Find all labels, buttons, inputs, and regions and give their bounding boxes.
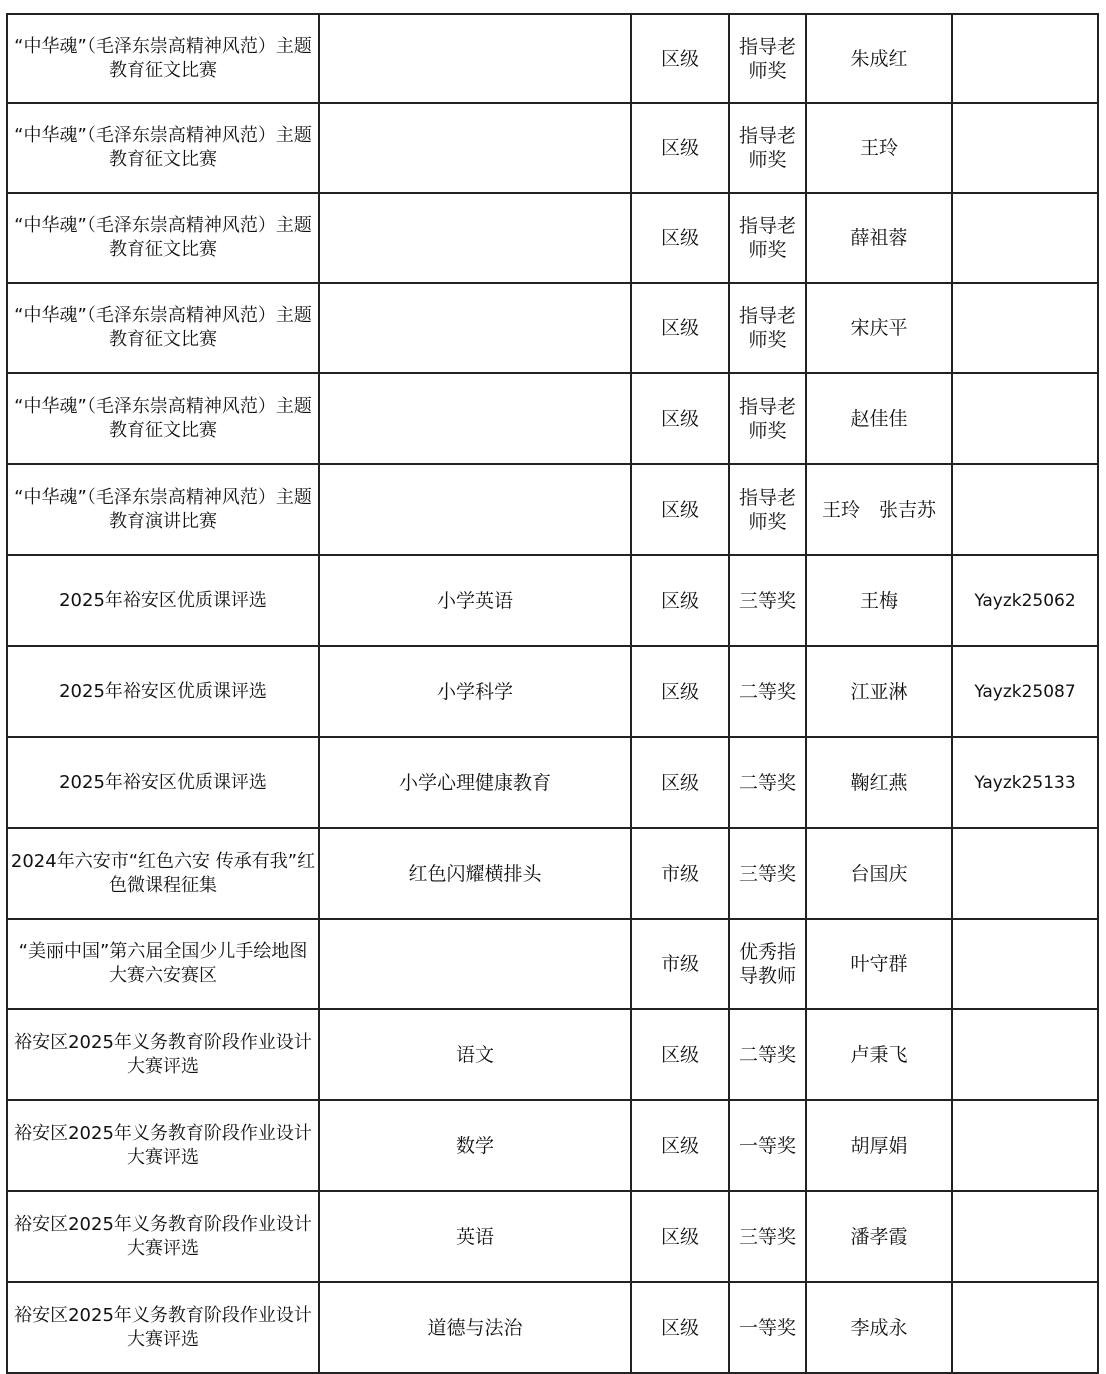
project-cell (319, 103, 631, 193)
award-cell: 二等奖 (729, 1009, 806, 1100)
teacher-name-cell: 卢秉飞 (806, 1009, 952, 1100)
level-cell: 区级 (631, 464, 729, 555)
level-cell: 区级 (631, 555, 729, 646)
teacher-name-cell: 台国庆 (806, 828, 952, 919)
level-cell: 区级 (631, 373, 729, 464)
table-row (7, 283, 1098, 373)
competition-name-cell: 裕安区2025年义务教育阶段作业设计大赛评选 (7, 1282, 319, 1373)
project-cell (319, 373, 631, 464)
level-cell: 区级 (631, 103, 729, 193)
table-row (7, 828, 1098, 919)
project-cell: 数学 (319, 1100, 631, 1191)
table-row (7, 919, 1098, 1009)
table-row (7, 1009, 1098, 1100)
award-cell: 指导老师奖 (729, 103, 806, 193)
level-cell: 市级 (631, 828, 729, 919)
table-row (7, 1100, 1098, 1191)
project-cell: 红色闪耀横排头 (319, 828, 631, 919)
table-row (7, 1191, 1098, 1282)
certificate-code-cell (952, 14, 1098, 103)
competition-name-cell: 2025年裕安区优质课评选 (7, 646, 319, 737)
competition-name-cell: 裕安区2025年义务教育阶段作业设计大赛评选 (7, 1191, 319, 1282)
certificate-code-cell: Yayzk25062 (952, 555, 1098, 646)
award-cell: 一等奖 (729, 1100, 806, 1191)
teacher-name-cell: 胡厚娟 (806, 1100, 952, 1191)
table-row (7, 103, 1098, 193)
project-cell: 小学科学 (319, 646, 631, 737)
teacher-name-cell: 赵佳佳 (806, 373, 952, 464)
project-cell (319, 283, 631, 373)
competition-name-cell: 2024年六安市“红色六安 传承有我”红色微课程征集 (7, 828, 319, 919)
award-table-body (7, 14, 1098, 1373)
level-cell: 区级 (631, 646, 729, 737)
competition-name-cell: “中华魂”（毛泽东崇高精神风范）主题教育征文比赛 (7, 103, 319, 193)
teacher-name-cell: 王玲 张吉苏 (806, 464, 952, 555)
competition-name-cell: “中华魂”（毛泽东崇高精神风范）主题教育征文比赛 (7, 193, 319, 283)
competition-name-cell: 2025年裕安区优质课评选 (7, 737, 319, 828)
award-cell: 指导老师奖 (729, 373, 806, 464)
certificate-code-cell: Yayzk25133 (952, 737, 1098, 828)
level-cell: 区级 (631, 1282, 729, 1373)
competition-name-cell: “中华魂”（毛泽东崇高精神风范）主题教育征文比赛 (7, 14, 319, 103)
award-cell: 一等奖 (729, 1282, 806, 1373)
level-cell: 区级 (631, 1100, 729, 1191)
level-cell: 区级 (631, 283, 729, 373)
table-row (7, 737, 1098, 828)
certificate-code-cell (952, 283, 1098, 373)
teacher-name-cell: 薛祖蓉 (806, 193, 952, 283)
award-cell: 指导老师奖 (729, 464, 806, 555)
award-table (6, 13, 1099, 1374)
teacher-name-cell: 李成永 (806, 1282, 952, 1373)
certificate-code-cell (952, 103, 1098, 193)
project-cell: 小学英语 (319, 555, 631, 646)
award-cell: 优秀指导教师 (729, 919, 806, 1009)
award-cell: 三等奖 (729, 555, 806, 646)
project-cell (319, 14, 631, 103)
table-row (7, 1282, 1098, 1373)
competition-name-cell: “美丽中国”第六届全国少儿手绘地图大赛六安赛区 (7, 919, 319, 1009)
teacher-name-cell: 宋庆平 (806, 283, 952, 373)
teacher-name-cell: 王玲 (806, 103, 952, 193)
certificate-code-cell (952, 919, 1098, 1009)
certificate-code-cell (952, 1100, 1098, 1191)
project-cell: 小学心理健康教育 (319, 737, 631, 828)
teacher-name-cell: 叶守群 (806, 919, 952, 1009)
level-cell: 区级 (631, 737, 729, 828)
level-cell: 区级 (631, 1191, 729, 1282)
project-cell: 英语 (319, 1191, 631, 1282)
competition-name-cell: “中华魂”（毛泽东崇高精神风范）主题教育演讲比赛 (7, 464, 319, 555)
certificate-code-cell (952, 193, 1098, 283)
level-cell: 市级 (631, 919, 729, 1009)
table-row (7, 646, 1098, 737)
teacher-name-cell: 鞠红燕 (806, 737, 952, 828)
project-cell: 道德与法治 (319, 1282, 631, 1373)
table-row (7, 14, 1098, 103)
certificate-code-cell (952, 1282, 1098, 1373)
award-cell: 二等奖 (729, 737, 806, 828)
table-row (7, 555, 1098, 646)
competition-name-cell: 2025年裕安区优质课评选 (7, 555, 319, 646)
table-row (7, 373, 1098, 464)
certificate-code-cell (952, 1191, 1098, 1282)
certificate-code-cell (952, 1009, 1098, 1100)
certificate-code-cell (952, 464, 1098, 555)
teacher-name-cell: 江亚淋 (806, 646, 952, 737)
award-cell: 指导老师奖 (729, 193, 806, 283)
teacher-name-cell: 朱成红 (806, 14, 952, 103)
certificate-code-cell: Yayzk25087 (952, 646, 1098, 737)
competition-name-cell: 裕安区2025年义务教育阶段作业设计大赛评选 (7, 1100, 319, 1191)
level-cell: 区级 (631, 1009, 729, 1100)
teacher-name-cell: 潘孝霞 (806, 1191, 952, 1282)
award-cell: 三等奖 (729, 1191, 806, 1282)
certificate-code-cell (952, 373, 1098, 464)
table-row (7, 464, 1098, 555)
project-cell (319, 919, 631, 1009)
award-cell: 三等奖 (729, 828, 806, 919)
award-cell: 指导老师奖 (729, 283, 806, 373)
competition-name-cell: “中华魂”（毛泽东崇高精神风范）主题教育征文比赛 (7, 283, 319, 373)
level-cell: 区级 (631, 193, 729, 283)
competition-name-cell: “中华魂”（毛泽东崇高精神风范）主题教育征文比赛 (7, 373, 319, 464)
competition-name-cell: 裕安区2025年义务教育阶段作业设计大赛评选 (7, 1009, 319, 1100)
award-cell: 二等奖 (729, 646, 806, 737)
level-cell: 区级 (631, 14, 729, 103)
certificate-code-cell (952, 828, 1098, 919)
project-cell: 语文 (319, 1009, 631, 1100)
project-cell (319, 464, 631, 555)
award-cell: 指导老师奖 (729, 14, 806, 103)
teacher-name-cell: 王梅 (806, 555, 952, 646)
table-row (7, 193, 1098, 283)
project-cell (319, 193, 631, 283)
